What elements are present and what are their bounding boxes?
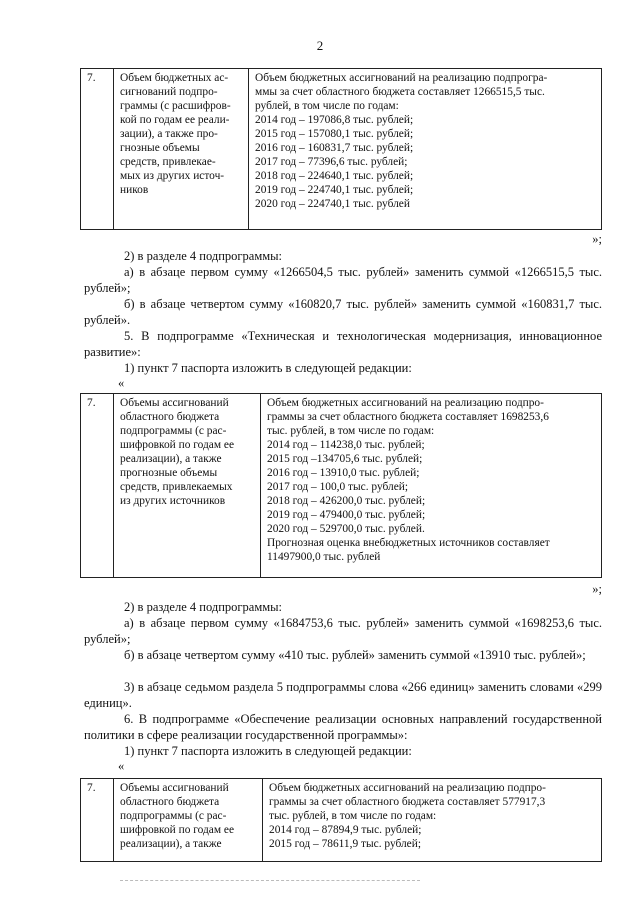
paragraph: 2) в разделе 4 подпрограммы:	[124, 600, 283, 614]
table-1-value-line: 2018 год – 224640,1 тыс. рублей;	[255, 170, 414, 182]
table-2-value-line: 2016 год – 13910,0 тыс. рублей;	[267, 467, 420, 479]
table-3-label-line: реализации), а также	[120, 838, 222, 850]
table-2-label-line: Объемы ассигнований	[120, 397, 229, 409]
paragraph: а) в абзаце первом сумму «1266504,5 тыс. рублей» заменить суммой «1266515,5 тыс. рублей»;	[84, 265, 602, 295]
table-3-label-line: подпрограммы (с рас-	[120, 810, 227, 822]
paragraph: 1) пункт 7 паспорта изложить в следующей редакции:	[124, 744, 412, 758]
paragraph	[84, 248, 602, 264]
quote-close-2: »;	[592, 582, 602, 596]
table-1-value-line: 2020 год – 224740,1 тыс. рублей	[255, 198, 410, 210]
table-3-value-line: тыс. рублей, в том числе по годам:	[269, 810, 437, 822]
table-2-value-line: 2020 год – 529700,0 тыс. рублей.	[267, 523, 425, 535]
table-2-value-line: Прогнозная оценка внебюджетных источников составляет	[267, 537, 550, 549]
table-1-label-line: Объем бюджетных ас-	[120, 72, 229, 84]
paragraph: 1) пункт 7 паспорта изложить в следующей редакции:	[124, 361, 412, 375]
table-2-value-line: тыс. рублей, в том числе по годам:	[267, 425, 435, 437]
paragraph: б) в абзаце четвертом сумму «160820,7 тыс. рублей» заменить суммой «160831,7 тыс. рублей».	[84, 297, 602, 327]
table-3-value-line: граммы за счет областного бюджета составляет 577917,3	[269, 796, 546, 808]
table-1-value-cell	[249, 69, 602, 230]
table-2-value-line: 2017 год – 100,0 тыс. рублей;	[267, 481, 409, 493]
table-1-label-line: средств, привлекае-	[120, 156, 216, 168]
table-2-label-line: средств, привлекаемых	[120, 481, 233, 493]
table-1-value-line: 2015 год – 157080,1 тыс. рублей;	[255, 128, 414, 140]
table-3-number-cell	[81, 779, 114, 862]
table-2-value-line: граммы за счет областного бюджета составляет 1698253,6	[267, 411, 549, 423]
table-1-label-line: кой по годам ее реали-	[120, 114, 230, 126]
table-3-label-line: шифровкой по годам ее	[120, 824, 235, 836]
paragraph: 3) в абзаце седьмом раздела 5 подпрограммы слова «266 единиц» заменить словами «299 единиц».	[84, 680, 602, 710]
table-1-value-line: 2016 год – 160831,7 тыс. рублей;	[255, 142, 414, 154]
table-1-label-line: гнозные объемы	[120, 142, 200, 154]
table-3-value-line: 2015 год – 78611,9 тыс. рублей;	[269, 838, 421, 850]
table-3-label-line: областного бюджета	[120, 796, 220, 808]
table-1-value-line: 2014 год – 197086,8 тыс. рублей;	[255, 114, 414, 126]
table-3-value-cell	[263, 779, 602, 862]
table-1-value-line: ммы за счет областного бюджета составляет 1266515,5 тыс.	[255, 86, 545, 98]
table-3-number: 7.	[87, 782, 96, 794]
table-1-value-line: рублей, в том числе по годам:	[255, 100, 399, 112]
paragraph: 5. В подпрограмме «Техническая и технологическая модернизация, инновационное развитие»:	[84, 329, 602, 359]
table-2-label-line: прогнозные объемы	[120, 467, 218, 479]
table-1-label-line: ников	[120, 184, 149, 196]
passport-table-2	[80, 393, 602, 578]
table-2-label-line: реализации), а также	[120, 453, 222, 465]
quote-close-1: »;	[592, 232, 602, 246]
passport-table-3	[80, 778, 602, 862]
quote-open-3: «	[118, 759, 125, 773]
table-3-value-line: Объем бюджетных ассигнований на реализацию подпро-	[269, 782, 546, 794]
paragraph-text: 2) в разделе 4 подпрограммы:	[124, 249, 283, 263]
table-2-label-line: областного бюджета	[120, 411, 220, 423]
table-1-label-cell	[114, 69, 249, 230]
table-2-value-line: 2014 год – 114238,0 тыс. рублей;	[267, 439, 425, 451]
page-bottom-rule	[120, 880, 420, 881]
table-2-value-line: 2018 год – 426200,0 тыс. рублей;	[267, 495, 426, 507]
table-1-value-line: 2017 год – 77396,6 тыс. рублей;	[255, 156, 408, 168]
page-number: 2	[316, 38, 324, 53]
table-1-label-line: зации), а также про-	[120, 128, 218, 140]
table-1-number-cell	[81, 69, 114, 230]
paragraph: а) в абзаце первом сумму «1684753,6 тыс. рублей» заменить суммой «1698253,6 тыс. рублей»;	[84, 616, 602, 646]
table-3-label-line: Объемы ассигнований	[120, 782, 229, 794]
table-2-label-line: из других источников	[120, 495, 226, 507]
paragraph: 6. В подпрограмме «Обеспечение реализации основных направлений государственной политики в сфере реализации государственной программы»:	[84, 712, 602, 742]
table-2-label-cell	[114, 394, 261, 578]
table-1-label-line: сигнований подпро-	[120, 86, 218, 98]
table-2-value-line: 11497900,0 тыс. рублей	[267, 551, 381, 563]
table-1-label-line: мых из других источ-	[120, 170, 225, 182]
table-2-value-line: 2019 год – 479400,0 тыс. рублей;	[267, 509, 426, 521]
table-2-value-line: 2015 год –134705,6 тыс. рублей;	[267, 453, 423, 465]
table-1-label-line: граммы (с расшифров-	[120, 100, 231, 112]
table-1-number: 7.	[87, 72, 96, 84]
table-2-label-line: подпрограммы (с рас-	[120, 425, 227, 437]
paragraph: б) в абзаце четвертом сумму «410 тыс. рублей» заменить суммой «13910 тыс. рублей»;	[124, 648, 586, 662]
table-1-value-line: Объем бюджетных ассигнований на реализацию подпрогра-	[255, 72, 548, 84]
table-2-number: 7.	[87, 397, 96, 409]
table-1-value-line: 2019 год – 224740,1 тыс. рублей;	[255, 184, 414, 196]
table-2-value-line: Объем бюджетных ассигнований на реализацию подпро-	[267, 397, 544, 409]
table-2-number-cell	[81, 394, 114, 578]
table-2-label-line: шифровкой по годам ее	[120, 439, 235, 451]
table-3-label-cell	[114, 779, 263, 862]
quote-open-2: «	[118, 376, 125, 390]
passport-table-1	[80, 68, 602, 230]
table-3-value-line: 2014 год – 87894,9 тыс. рублей;	[269, 824, 422, 836]
table-2-value-cell	[261, 394, 602, 578]
